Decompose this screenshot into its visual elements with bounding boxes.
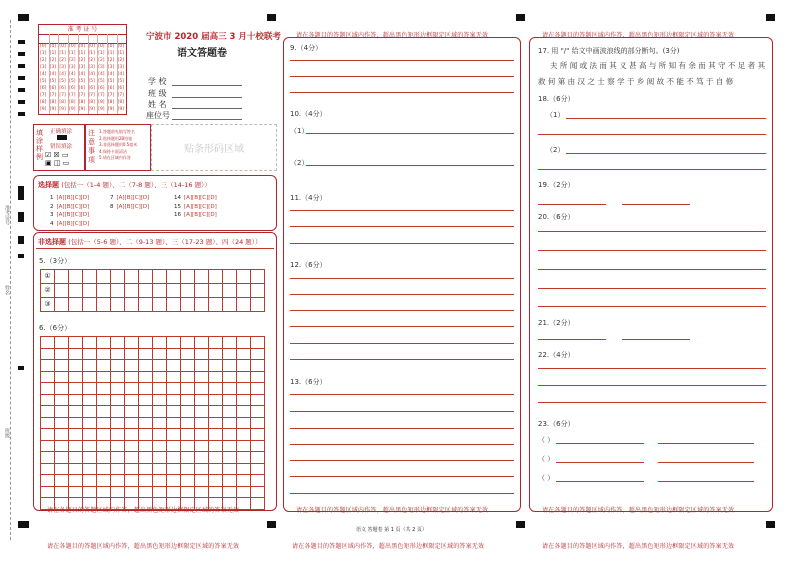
admission-bubble[interactable]: [8]	[59, 100, 66, 105]
admission-bubble[interactable]: [1]	[88, 51, 95, 56]
seat-field[interactable]	[172, 119, 242, 120]
answer-line[interactable]	[566, 118, 766, 119]
admission-bubble[interactable]: [2]	[88, 58, 95, 63]
alignment-mark	[267, 14, 276, 21]
admission-bubble[interactable]: [1]	[117, 51, 124, 56]
timing-mark	[18, 186, 24, 200]
admission-bubble[interactable]: [1]	[78, 51, 86, 56]
admission-bubble[interactable]: [6]	[49, 86, 57, 91]
admission-bubble[interactable]: [3]	[98, 65, 105, 70]
admission-bubble[interactable]: [2]	[117, 58, 124, 63]
writing-cell[interactable]	[124, 297, 139, 312]
choice-number: 8	[110, 203, 114, 210]
writing-cell[interactable]	[166, 283, 181, 298]
admission-bubble[interactable]: [1]	[49, 51, 57, 56]
alignment-mark	[18, 521, 29, 528]
writing-cell[interactable]	[124, 269, 139, 284]
answer-line[interactable]	[622, 339, 690, 340]
writing-cell[interactable]	[250, 497, 265, 510]
admission-bubble[interactable]: [8]	[78, 100, 86, 105]
admission-bubble[interactable]: [2]	[59, 58, 66, 63]
answer-line[interactable]	[290, 60, 514, 61]
q13-label: 13.（6分）	[290, 378, 327, 386]
admission-bubble[interactable]: [8]	[69, 100, 76, 105]
admission-bubble[interactable]: [5]	[117, 79, 124, 84]
admission-bubble[interactable]: [0]	[117, 44, 124, 49]
admission-bubble[interactable]: [6]	[98, 86, 105, 91]
admission-bubble[interactable]: [8]	[107, 100, 115, 105]
answer-line[interactable]	[622, 204, 690, 205]
answer-line[interactable]	[538, 339, 606, 340]
nonchoice-scope: (包括一（5-6 题）、二（9-13 题）、三（17-23 题）、四（24 题））	[68, 238, 262, 246]
choice-options[interactable]: [A][B][C][D]	[184, 212, 217, 218]
writing-cell[interactable]	[236, 297, 251, 312]
writing-cell[interactable]	[152, 269, 167, 284]
timing-mark	[18, 254, 24, 258]
writing-cell[interactable]	[180, 297, 195, 312]
writing-cell[interactable]	[250, 269, 265, 284]
q18-sub1: （1）	[546, 111, 565, 119]
admission-bubble[interactable]: [4]	[88, 72, 95, 77]
timing-mark	[18, 76, 25, 80]
admission-bubble[interactable]: [3]	[69, 65, 76, 70]
q23-label: 23.（6分）	[538, 420, 575, 428]
admission-bubble[interactable]: [2]	[49, 58, 57, 63]
answer-line[interactable]	[538, 231, 766, 232]
choice-number: 15	[174, 203, 181, 210]
q19-label: 19.（2分）	[538, 181, 575, 189]
writing-cell[interactable]	[82, 283, 97, 298]
writing-cell[interactable]	[208, 283, 223, 298]
admission-bubble[interactable]: [0]	[59, 44, 66, 49]
admission-bubble[interactable]: [2]	[98, 58, 105, 63]
timing-mark	[18, 112, 25, 116]
answer-line[interactable]	[290, 394, 514, 395]
admission-bubble[interactable]: [7]	[78, 93, 86, 98]
q10-sub2: （2）	[290, 159, 309, 167]
admission-bubble[interactable]: [4]	[59, 72, 66, 77]
exam-title: 宁波市 2020 届高三 3 月十校联考	[146, 32, 281, 42]
page-footer: 语文 答题卷 第 1 页（共 2 页）	[356, 527, 427, 533]
choice-item[interactable]	[174, 195, 217, 201]
timing-mark	[18, 64, 25, 68]
admission-grid	[38, 24, 127, 115]
admission-bubble[interactable]: [0]	[78, 44, 86, 49]
choice-item[interactable]	[50, 204, 89, 210]
timing-mark	[18, 212, 24, 222]
admission-bubble[interactable]: [3]	[88, 65, 95, 70]
column-warning: 请在各题目的答题区域内作答，超出黑色矩形边框限定区域的答案无效	[296, 32, 489, 39]
q23-sub1: （ ）	[538, 436, 555, 444]
answer-line[interactable]	[306, 165, 514, 166]
admission-bubble[interactable]: [4]	[107, 72, 115, 77]
admission-bubble[interactable]: [9]	[117, 107, 124, 112]
alignment-mark	[516, 521, 525, 528]
answer-line[interactable]	[658, 481, 754, 482]
q18-sub2: （2）	[546, 146, 565, 154]
admission-bubble[interactable]: [1]	[59, 51, 66, 56]
admission-bubble[interactable]: [9]	[107, 107, 115, 112]
writing-cell[interactable]	[180, 269, 195, 284]
choice-options[interactable]: [A][B][C][D]	[116, 195, 150, 201]
writing-cell[interactable]	[208, 297, 223, 312]
writing-cell[interactable]	[194, 283, 209, 298]
admission-bubble[interactable]: [0]	[69, 44, 76, 49]
school-field[interactable]	[172, 85, 242, 86]
admission-bubble[interactable]: [6]	[69, 86, 76, 91]
writing-cell[interactable]	[96, 297, 111, 312]
admission-bubble[interactable]: [3]	[107, 65, 115, 70]
choice-section	[33, 175, 277, 231]
admission-bubble[interactable]: [9]	[78, 107, 86, 112]
answer-line[interactable]	[290, 278, 514, 279]
column-warning: 请在各题目的答题区域内作答，超出黑色矩形边框限定区域的答案无效	[542, 32, 735, 39]
admission-bubble[interactable]: [9]	[40, 107, 47, 112]
admission-bubble[interactable]: [5]	[59, 79, 66, 84]
admission-bubble[interactable]: [7]	[117, 93, 124, 98]
admission-bubble[interactable]: [3]	[117, 65, 124, 70]
answer-line[interactable]	[290, 411, 514, 412]
admission-bubble[interactable]: [4]	[69, 72, 76, 77]
writing-cell[interactable]	[152, 283, 167, 298]
writing-cell[interactable]	[250, 297, 265, 312]
writing-cell[interactable]	[208, 269, 223, 284]
answer-column-3	[529, 37, 773, 512]
answer-line[interactable]	[290, 226, 514, 227]
choice-number: 16	[174, 212, 181, 218]
admission-bubble[interactable]: [5]	[88, 79, 95, 84]
q5-label: 5.（3分）	[39, 257, 72, 265]
bottom-warning: 请在各题目的答题区域内作答，超出黑色矩形边框限定区域的答案无效	[542, 543, 735, 550]
timing-mark	[18, 52, 25, 56]
admission-bubble[interactable]: [0]	[88, 44, 95, 49]
choice-item[interactable]	[174, 204, 217, 210]
admission-bubble[interactable]: [7]	[98, 93, 105, 98]
writing-cell[interactable]	[54, 283, 69, 298]
writing-cell[interactable]	[236, 283, 251, 298]
answer-line[interactable]	[538, 385, 766, 386]
admission-bubble[interactable]: [7]	[88, 93, 95, 98]
writing-cell[interactable]	[166, 297, 181, 312]
writing-cell[interactable]: ②	[40, 283, 55, 298]
writing-cell[interactable]	[222, 297, 237, 312]
margin-label: 班级	[4, 428, 10, 438]
answer-line[interactable]	[538, 204, 606, 205]
admission-bubble[interactable]: [5]	[78, 79, 86, 84]
choice-number: 2	[50, 203, 54, 210]
class-label: 班 级	[148, 89, 167, 98]
admission-bubble[interactable]: [1]	[69, 51, 76, 56]
admission-bubble[interactable]: [6]	[40, 86, 47, 91]
answer-line[interactable]	[538, 169, 766, 170]
class-field[interactable]	[172, 97, 242, 98]
choice-options[interactable]: [A][B][C][D]	[184, 195, 217, 201]
admission-bubble[interactable]: [8]	[40, 100, 47, 105]
writing-cell[interactable]	[54, 297, 69, 312]
admission-bubble[interactable]: [0]	[40, 44, 47, 49]
writing-cell[interactable]	[222, 269, 237, 284]
writing-cell[interactable]	[194, 269, 209, 284]
fill-example-box: 填涂样例 正确填涂 错误填涂 ☑ ☒ ▭ ▣ ◫ ▭	[33, 124, 85, 171]
answer-line[interactable]	[538, 402, 766, 403]
answer-line[interactable]	[556, 443, 644, 444]
answer-line[interactable]	[556, 481, 644, 482]
admission-bubble[interactable]: [2]	[78, 58, 86, 63]
answer-line[interactable]	[290, 210, 514, 211]
admission-bubble[interactable]: [6]	[107, 86, 115, 91]
admission-bubble[interactable]: [6]	[59, 86, 66, 91]
writing-cell[interactable]	[82, 269, 97, 284]
writing-cell[interactable]	[222, 283, 237, 298]
q6-label: 6.（6分）	[39, 324, 72, 332]
q9-label: 9.（4分）	[290, 44, 323, 52]
alignment-mark	[766, 521, 775, 528]
admission-bubble[interactable]: [6]	[88, 86, 95, 91]
bottom-warning: 请在各题目的答题区域内作答，超出黑色矩形边框限定区域的答案无效	[47, 543, 240, 550]
q22-label: 22.（4分）	[538, 351, 575, 359]
choice-options[interactable]: [A][B][C][D]	[116, 203, 150, 210]
admission-bubble[interactable]: [9]	[49, 107, 57, 112]
answer-line[interactable]	[538, 288, 766, 289]
answer-line[interactable]	[538, 250, 766, 251]
writing-cell[interactable]	[152, 297, 167, 312]
answer-line[interactable]	[290, 444, 514, 445]
q20-label: 20.（6分）	[538, 213, 575, 221]
admission-bubble[interactable]: [2]	[40, 58, 47, 63]
barcode-area: 贴条形码区域	[151, 124, 277, 171]
column-warning: 请在各题目的答题区域内作答，超出黑色矩形边框限定区域的答案无效	[296, 507, 489, 514]
choice-options[interactable]: [A][B][C][D]	[56, 212, 90, 218]
q12-label: 12.（6分）	[290, 261, 327, 269]
admission-bubble[interactable]: [5]	[40, 79, 47, 84]
name-label: 姓 名	[148, 100, 167, 109]
q17-text-1: 夫 所 闻 或 法 而 其 义 甚 高 与 所 知 有 余 而 其 守 不 足 者 其	[550, 61, 766, 70]
nonchoice-title: 非选择题	[38, 238, 66, 246]
writing-cell[interactable]	[236, 269, 251, 284]
choice-options[interactable]: [A][B][C][D]	[56, 203, 90, 210]
admission-bubble[interactable]: [3]	[49, 65, 57, 70]
admission-bubble[interactable]: [5]	[98, 79, 105, 84]
choice-title: 选择题	[38, 181, 59, 189]
answer-line[interactable]	[290, 343, 514, 344]
choice-item[interactable]	[174, 212, 217, 218]
answer-line[interactable]	[566, 153, 766, 154]
admission-bubble[interactable]: [1]	[40, 51, 47, 56]
choice-number: 1	[50, 195, 54, 201]
choice-item[interactable]	[50, 221, 89, 227]
school-label: 学 校	[148, 77, 167, 86]
admission-bubble[interactable]: [8]	[117, 100, 124, 105]
admission-bubble[interactable]: [2]	[69, 58, 76, 63]
margin-label: 姓名	[4, 285, 10, 295]
bottom-warning: 请在各题目的答题区域内作答，超出黑色矩形边框限定区域的答案无效	[292, 543, 485, 550]
answer-line[interactable]	[290, 476, 514, 477]
answer-line[interactable]	[290, 493, 514, 494]
admission-bubble[interactable]: [4]	[78, 72, 86, 77]
answer-line[interactable]	[290, 326, 514, 327]
timing-mark	[18, 40, 25, 44]
admission-bubble[interactable]: [8]	[49, 100, 57, 105]
admission-bubble[interactable]: [0]	[98, 44, 105, 49]
writing-cell[interactable]	[124, 283, 139, 298]
answer-line[interactable]	[538, 269, 766, 270]
alignment-mark	[18, 14, 29, 21]
admission-bubble[interactable]: [3]	[59, 65, 66, 70]
choice-item[interactable]	[50, 195, 89, 201]
answer-line[interactable]	[290, 243, 514, 244]
notes-label: 注意事项	[88, 129, 95, 164]
fill-example-label: 填涂样例	[36, 129, 43, 161]
answer-line[interactable]	[556, 462, 644, 463]
choice-number: 7	[110, 195, 114, 201]
writing-cell[interactable]	[138, 269, 153, 284]
writing-cell[interactable]	[110, 269, 125, 284]
writing-cell[interactable]	[68, 269, 83, 284]
answer-line[interactable]	[290, 310, 514, 311]
q11-label: 11.（4分）	[290, 194, 327, 202]
admission-bubble[interactable]: [6]	[117, 86, 124, 91]
admission-bubble[interactable]: [7]	[49, 93, 57, 98]
admission-bubble[interactable]: [5]	[49, 79, 57, 84]
answer-line[interactable]	[658, 462, 754, 463]
admission-bubble[interactable]: [7]	[69, 93, 76, 98]
admission-bubble[interactable]: [5]	[69, 79, 76, 84]
admission-bubble[interactable]: [8]	[88, 100, 95, 105]
writing-cell[interactable]	[96, 283, 111, 298]
admission-bubble[interactable]: [9]	[88, 107, 95, 112]
admission-bubble[interactable]: [8]	[98, 100, 105, 105]
choice-options[interactable]: [A][B][C][D]	[56, 195, 90, 201]
margin-label: 准考证号	[4, 205, 10, 225]
notes-box: 注意事项 1.答题前先填写姓名 2.选择题用2B铅笔 3.非选择题用0.5毫米 4.保持卡面清洁 5.请在区域内作答	[85, 124, 151, 171]
writing-cell[interactable]	[250, 283, 265, 298]
writing-cell[interactable]	[138, 283, 153, 298]
admission-bubble[interactable]: [7]	[107, 93, 115, 98]
q23-sub2: （ ）	[538, 455, 555, 463]
choice-scope: (包括一（1-4 题）、二（7-8 题）、三（14-16 题））	[61, 181, 211, 189]
answer-line[interactable]	[290, 460, 514, 461]
answer-line[interactable]	[290, 428, 514, 429]
alignment-mark	[516, 14, 525, 21]
answer-line[interactable]	[290, 76, 514, 77]
timing-mark	[18, 100, 25, 104]
admission-bubble[interactable]: [4]	[40, 72, 47, 77]
answer-line[interactable]	[290, 359, 514, 360]
admission-bubble[interactable]: [2]	[107, 58, 115, 63]
writing-cell[interactable]	[68, 297, 83, 312]
writing-cell[interactable]	[96, 269, 111, 284]
timing-mark	[18, 366, 24, 370]
writing-cell[interactable]: ①	[40, 269, 55, 284]
choice-options[interactable]: [A][B][C][D]	[56, 220, 90, 227]
q23-sub3: （ ）	[538, 474, 555, 482]
q21-label: 21.（2分）	[538, 319, 575, 327]
choice-item[interactable]	[110, 195, 149, 201]
choice-item[interactable]	[110, 204, 149, 210]
choice-options[interactable]: [A][B][C][D]	[184, 203, 217, 210]
answer-line[interactable]	[658, 443, 754, 444]
admission-bubble[interactable]: [3]	[78, 65, 86, 70]
admission-bubble[interactable]: [6]	[78, 86, 86, 91]
writing-cell[interactable]	[110, 297, 125, 312]
admission-bubble[interactable]: [3]	[40, 65, 47, 70]
timing-mark	[18, 236, 24, 244]
q18-label: 18.（6分）	[538, 95, 575, 103]
answer-column-2	[283, 37, 521, 512]
nonchoice-section	[33, 232, 277, 511]
choice-number: 4	[50, 220, 54, 227]
q10-label: 10.（4分）	[290, 110, 327, 118]
timing-mark	[18, 88, 25, 92]
admission-bubble[interactable]: [0]	[107, 44, 115, 49]
column-warning: 请在各题目的答题区域内作答，超出黑色矩形边框限定区域的答案无效	[47, 507, 240, 514]
writing-cell[interactable]	[68, 283, 83, 298]
alignment-mark	[267, 521, 276, 528]
writing-cell[interactable]	[180, 283, 195, 298]
admission-bubble[interactable]: [4]	[117, 72, 124, 77]
answer-line[interactable]	[290, 92, 514, 93]
admission-bubble[interactable]: [9]	[98, 107, 105, 112]
writing-cell[interactable]	[54, 269, 69, 284]
name-field[interactable]	[172, 108, 242, 109]
admission-bubble[interactable]: [1]	[98, 51, 105, 56]
choice-item[interactable]	[50, 212, 89, 218]
admission-label: 准 考 证 号	[39, 25, 126, 35]
choice-number: 3	[50, 212, 54, 218]
writing-cell[interactable]	[138, 297, 153, 312]
binding-line	[10, 20, 11, 540]
answer-line[interactable]	[538, 306, 766, 307]
q10-sub1: （1）	[290, 127, 309, 135]
answer-line[interactable]	[538, 134, 766, 135]
sheet-subtitle: 语文答题卷	[177, 48, 227, 59]
q17-text-2: 救 何 第 由 汉 之 士 察 学 于 乡 阅 故 不 能 不 笃 于 自 修	[538, 77, 734, 86]
admission-bubble[interactable]: [4]	[98, 72, 105, 77]
seat-label: 座位号	[146, 111, 170, 120]
choice-number: 14	[174, 195, 181, 201]
admission-bubble[interactable]: [0]	[49, 44, 57, 49]
alignment-mark	[766, 14, 775, 21]
admission-bubble[interactable]: [9]	[59, 107, 66, 112]
writing-cell[interactable]	[166, 269, 181, 284]
writing-cell[interactable]	[110, 283, 125, 298]
admission-bubble[interactable]: [7]	[59, 93, 66, 98]
column-warning: 请在各题目的答题区域内作答，超出黑色矩形边框限定区域的答案无效	[542, 507, 735, 514]
correct-fill-label: 正确填涂	[50, 129, 73, 135]
writing-cell[interactable]	[194, 297, 209, 312]
answer-line[interactable]	[538, 368, 766, 369]
wrong-fill-label: 错误填涂	[50, 144, 73, 150]
admission-bubble[interactable]: [4]	[49, 72, 57, 77]
answer-line[interactable]	[290, 294, 514, 295]
admission-bubble[interactable]: [5]	[107, 79, 115, 84]
admission-bubble[interactable]: [1]	[107, 51, 115, 56]
writing-cell[interactable]	[82, 297, 97, 312]
admission-bubble[interactable]: [9]	[69, 107, 76, 112]
answer-line[interactable]	[306, 133, 514, 134]
admission-bubble[interactable]: [7]	[40, 93, 47, 98]
writing-cell[interactable]: ③	[40, 297, 55, 312]
q17-label: 17. 用 "/" 给文中画波浪线的部分断句。(3分)	[538, 47, 680, 55]
